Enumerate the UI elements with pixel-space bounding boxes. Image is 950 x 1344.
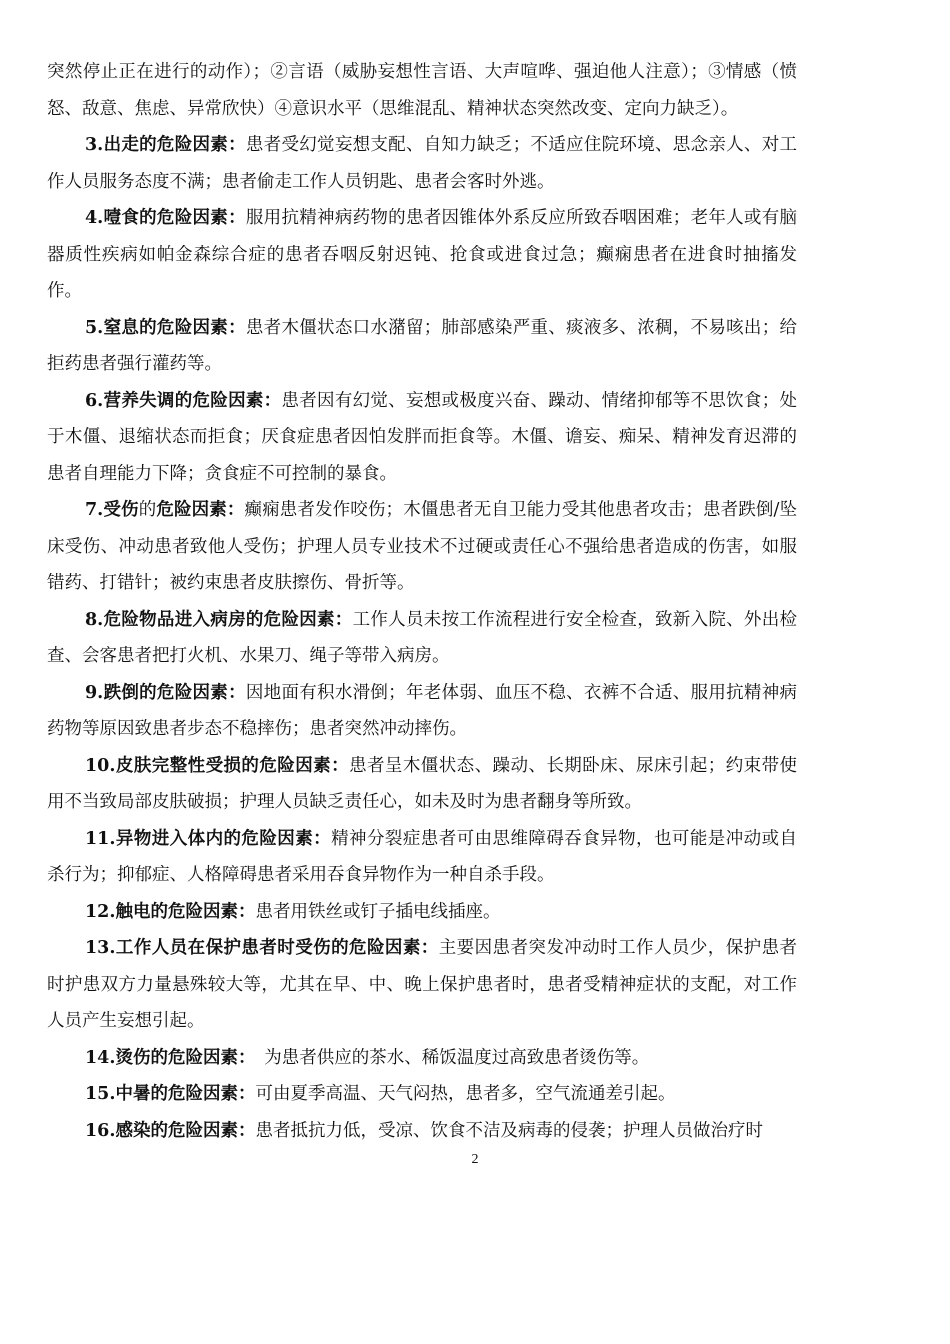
item-heading: 营养失调的危险因素： xyxy=(103,390,282,411)
paragraph-item-5 xyxy=(47,310,797,383)
paragraph-item-7 xyxy=(47,492,797,602)
item-number: 12. xyxy=(85,901,116,922)
paragraph-item-14 xyxy=(47,1040,797,1077)
paragraph-item-8 xyxy=(47,602,797,675)
item-heading: 受伤 xyxy=(103,500,139,520)
item-heading: 跌倒的危险因素： xyxy=(103,682,246,703)
paragraph-body: 患者受幻觉妄想支配、自知力缺乏；不适应住院环境、思念亲人、对工作人员服务态度不满；患者偷走工作人员钥匙、患者会客时外逃。 xyxy=(47,135,798,192)
paragraph-body: 癫痫患者发作咬伤；木僵患者无自卫能力受其他患者攻击；患者跌倒/坠床受伤、冲动患者致他人受伤；护理人员专业技术不过硬或责任心不强给患者造成的伤害，如服错药、打错针；被约束患者皮肤擦伤、骨折等。 xyxy=(47,500,798,593)
item-heading: 皮肤完整性受损的危险因素： xyxy=(115,755,350,776)
item-number: 5. xyxy=(85,317,104,338)
item-heading: 中暑的危险因素： xyxy=(115,1084,256,1104)
paragraph-item-9 xyxy=(47,675,797,748)
item-number: 4. xyxy=(85,208,104,228)
paragraph-item-4 xyxy=(47,200,797,310)
paragraph-item-15 xyxy=(47,1076,797,1113)
paragraph-body: 可由夏季高温、天气闷热，患者多，空气流通差引起。 xyxy=(255,1084,676,1104)
item-heading: 异物进入体内的危险因素： xyxy=(115,828,332,849)
paragraph-body: 为患者供应的茶水、稀饭温度过高致患者烫伤等。 xyxy=(246,1047,650,1068)
item-number: 8. xyxy=(85,609,104,630)
paragraph-item-10 xyxy=(47,748,797,821)
paragraph-body: 工作人员未按工作流程进行安全检查，致新入院、外出检查、会客患者把打火机、水果刀、绳子等带入病房。 xyxy=(47,609,798,666)
item-number: 14. xyxy=(85,1047,116,1068)
item-number: 7. xyxy=(85,500,104,520)
paragraph-item-16 xyxy=(47,1113,797,1150)
paragraph-item-6 xyxy=(47,383,797,493)
paragraph-body: 患者抵抗力低，受凉、饮食不洁及病毒的侵袭；护理人员做治疗时 xyxy=(255,1120,763,1141)
paragraph-body: 主要因患者突发冲动时工作人员少，保护患者时护患双方力量悬殊较大等，尤其在早、中、晚上保护患者时，患者受精神症状的支配，对工作人员产生妄想引起。 xyxy=(47,938,798,1031)
item-number: 6. xyxy=(85,390,104,411)
item-heading: 噎食的危险因素： xyxy=(103,208,246,228)
item-number: 11. xyxy=(85,828,116,849)
paragraph-continuation xyxy=(47,54,797,127)
item-heading: 出走的危险因素： xyxy=(103,135,246,155)
item-number: 9. xyxy=(85,682,104,703)
page-number: 2 xyxy=(471,1152,479,1167)
item-heading-suffix: 危险因素： xyxy=(156,500,245,520)
paragraph-body: 突然停止正在进行的动作）；②言语（威胁妄想性言语、大声喧哗、强迫他人注意）；③情感（愤怒、敌意、焦虑、异常欣快）④意识水平（思维混乱、精神状态突然改变、定向力缺乏）。 xyxy=(47,62,797,119)
item-number: 16. xyxy=(85,1120,116,1141)
paragraph-body: 精神分裂症患者可由思维障碍吞食异物，也可能是冲动或自杀行为；抑郁症、人格障碍患者采用吞食异物作为一种自杀手段。 xyxy=(47,828,798,885)
item-heading: 触电的危险因素： xyxy=(115,901,256,922)
paragraph-body: 服用抗精神病药物的患者因锥体外系反应所致吞咽困难；老年人或有脑器质性疾病如帕金森综合症的患者吞咽反射迟钝、抢食或进食过急；癫痫患者在进食时抽搐发作。 xyxy=(47,208,798,301)
item-heading: 窒息的危险因素： xyxy=(103,317,246,338)
paragraph-body: 患者呈木僵状态、躁动、长期卧床、尿床引起；约束带使用不当致局部皮肤破损；护理人员缺乏责任心，如未及时为患者翻身等所致。 xyxy=(47,755,798,812)
item-heading-plain: 的 xyxy=(138,500,157,520)
paragraph-item-11 xyxy=(47,821,797,894)
paragraph-body: 患者因有幻觉、妄想或极度兴奋、躁动、情绪抑郁等不思饮食；处于木僵、退缩状态而拒食；厌食症患者因怕发胖而拒食等。木僵、谵妄、痴呆、精神发育迟滞的患者自理能力下降；贪食症不可控制的暴食。 xyxy=(47,390,798,484)
item-heading: 烫伤的危险因素： xyxy=(115,1047,247,1068)
item-number: 13. xyxy=(85,938,116,958)
item-number: 10. xyxy=(85,755,116,776)
paragraph-body: 患者木僵状态口水潴留；肺部感染严重、痰液多、浓稠，不易咳出；给拒药患者强行灌药等。 xyxy=(47,317,798,374)
item-heading: 感染的危险因素： xyxy=(115,1120,256,1141)
paragraph-body: 患者用铁丝或钉子插电线插座。 xyxy=(255,901,501,922)
item-number: 3. xyxy=(85,135,104,155)
body-text xyxy=(47,54,797,1149)
item-number: 15. xyxy=(85,1084,116,1104)
paragraph-body: 因地面有积水滑倒；年老体弱、血压不稳、衣裤不合适、服用抗精神病药物等原因致患者步态不稳摔伤；患者突然冲动摔伤。 xyxy=(47,682,798,739)
item-heading: 工作人员在保护患者时受伤的危险因素： xyxy=(115,938,439,958)
paragraph-item-12 xyxy=(47,894,797,931)
paragraph-item-13 xyxy=(47,930,797,1040)
paragraph-item-3 xyxy=(47,127,797,200)
item-heading: 危险物品进入病房的危险因素： xyxy=(103,609,353,630)
